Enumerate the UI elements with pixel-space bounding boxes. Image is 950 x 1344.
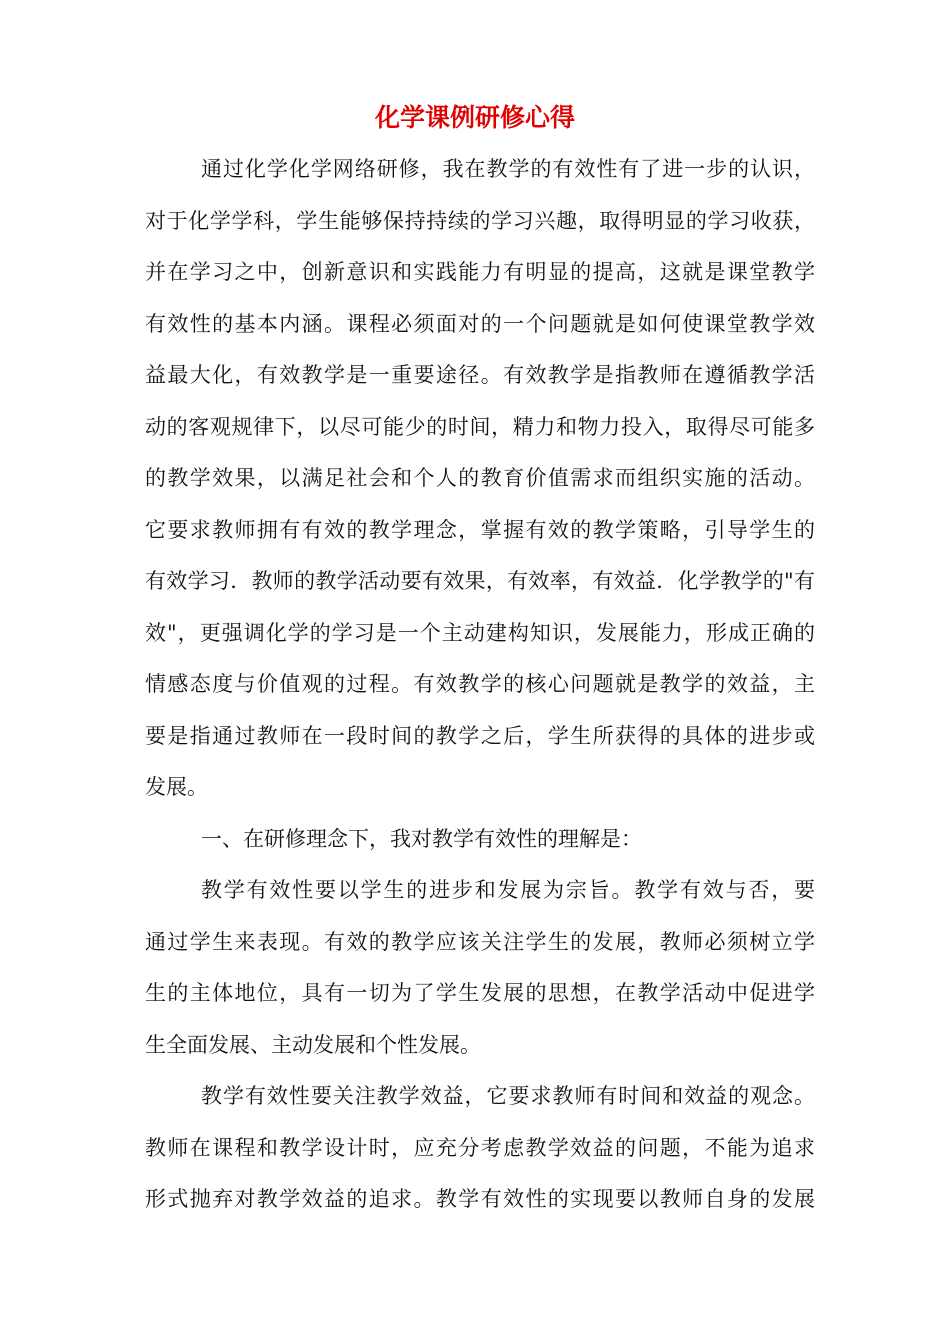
text-line: 教学有效性要关注教学效益，它要求教师有时间和效益的观念。 xyxy=(201,1084,815,1108)
section-heading: 一、在研修理念下，我对教学有效性的理解是： xyxy=(201,826,642,851)
document-body xyxy=(145,151,815,1233)
text-line: 要是指通过教师在一段时间的教学之后，学生所获得的具体的进步或 xyxy=(145,723,815,748)
text-line: 教学有效性要以学生的进步和发展为宗旨。教学有效与否，要 xyxy=(201,878,815,902)
text-line: 并在学习之中，创新意识和实践能力有明显的提高，这就是课堂教学 xyxy=(145,260,815,284)
text-line: 有效学习．教师的教学活动要有效果，有效率，有效益．化学教学的"有 xyxy=(145,569,815,593)
text-line: 的教学效果，以满足社会和个人的教育价值需求而组织实施的活动。 xyxy=(145,466,815,490)
text-line: 发展。 xyxy=(145,775,208,799)
text-line: 对于化学学科，学生能够保持持续的学习兴趣，取得明显的学习收获， xyxy=(145,208,815,233)
text-line: 它要求教师拥有有效的教学理念，掌握有效的教学策略，引导学生的 xyxy=(145,517,815,542)
text-line: 生的主体地位，具有一切为了学生发展的思想，在教学活动中促进学 xyxy=(145,981,815,1005)
text-line: 形式抛弃对教学效益的追求。教学有效性的实现要以教师自身的发展 xyxy=(145,1187,815,1211)
text-line: 教师在课程和教学设计时，应充分考虑教学效益的问题，不能为追求 xyxy=(145,1135,815,1160)
text-line: 通过化学化学网络研修，我在教学的有效性有了进一步的认识， xyxy=(201,157,815,181)
text-line: 动的客观规律下，以尽可能少的时间，精力和物力投入，取得尽可能多 xyxy=(145,414,815,439)
text-line: 生全面发展、主动发展和个性发展。 xyxy=(145,1032,481,1057)
text-line: 效"，更强调化学的学习是一个主动建构知识，发展能力，形成正确的 xyxy=(145,620,815,645)
text-line: 有效性的基本内涵。课程必须面对的一个问题就是如何使课堂教学效 xyxy=(145,311,815,336)
document-title: 化学课例研修心得 xyxy=(374,103,575,132)
text-line: 情感态度与价值观的过程。有效教学的核心问题就是教学的效益，主 xyxy=(145,672,815,696)
text-line: 益最大化，有效教学是一重要途径。有效教学是指教师在遵循教学活 xyxy=(145,363,815,387)
text-line: 通过学生来表现。有效的教学应该关注学生的发展，教师必须树立学 xyxy=(145,929,815,954)
